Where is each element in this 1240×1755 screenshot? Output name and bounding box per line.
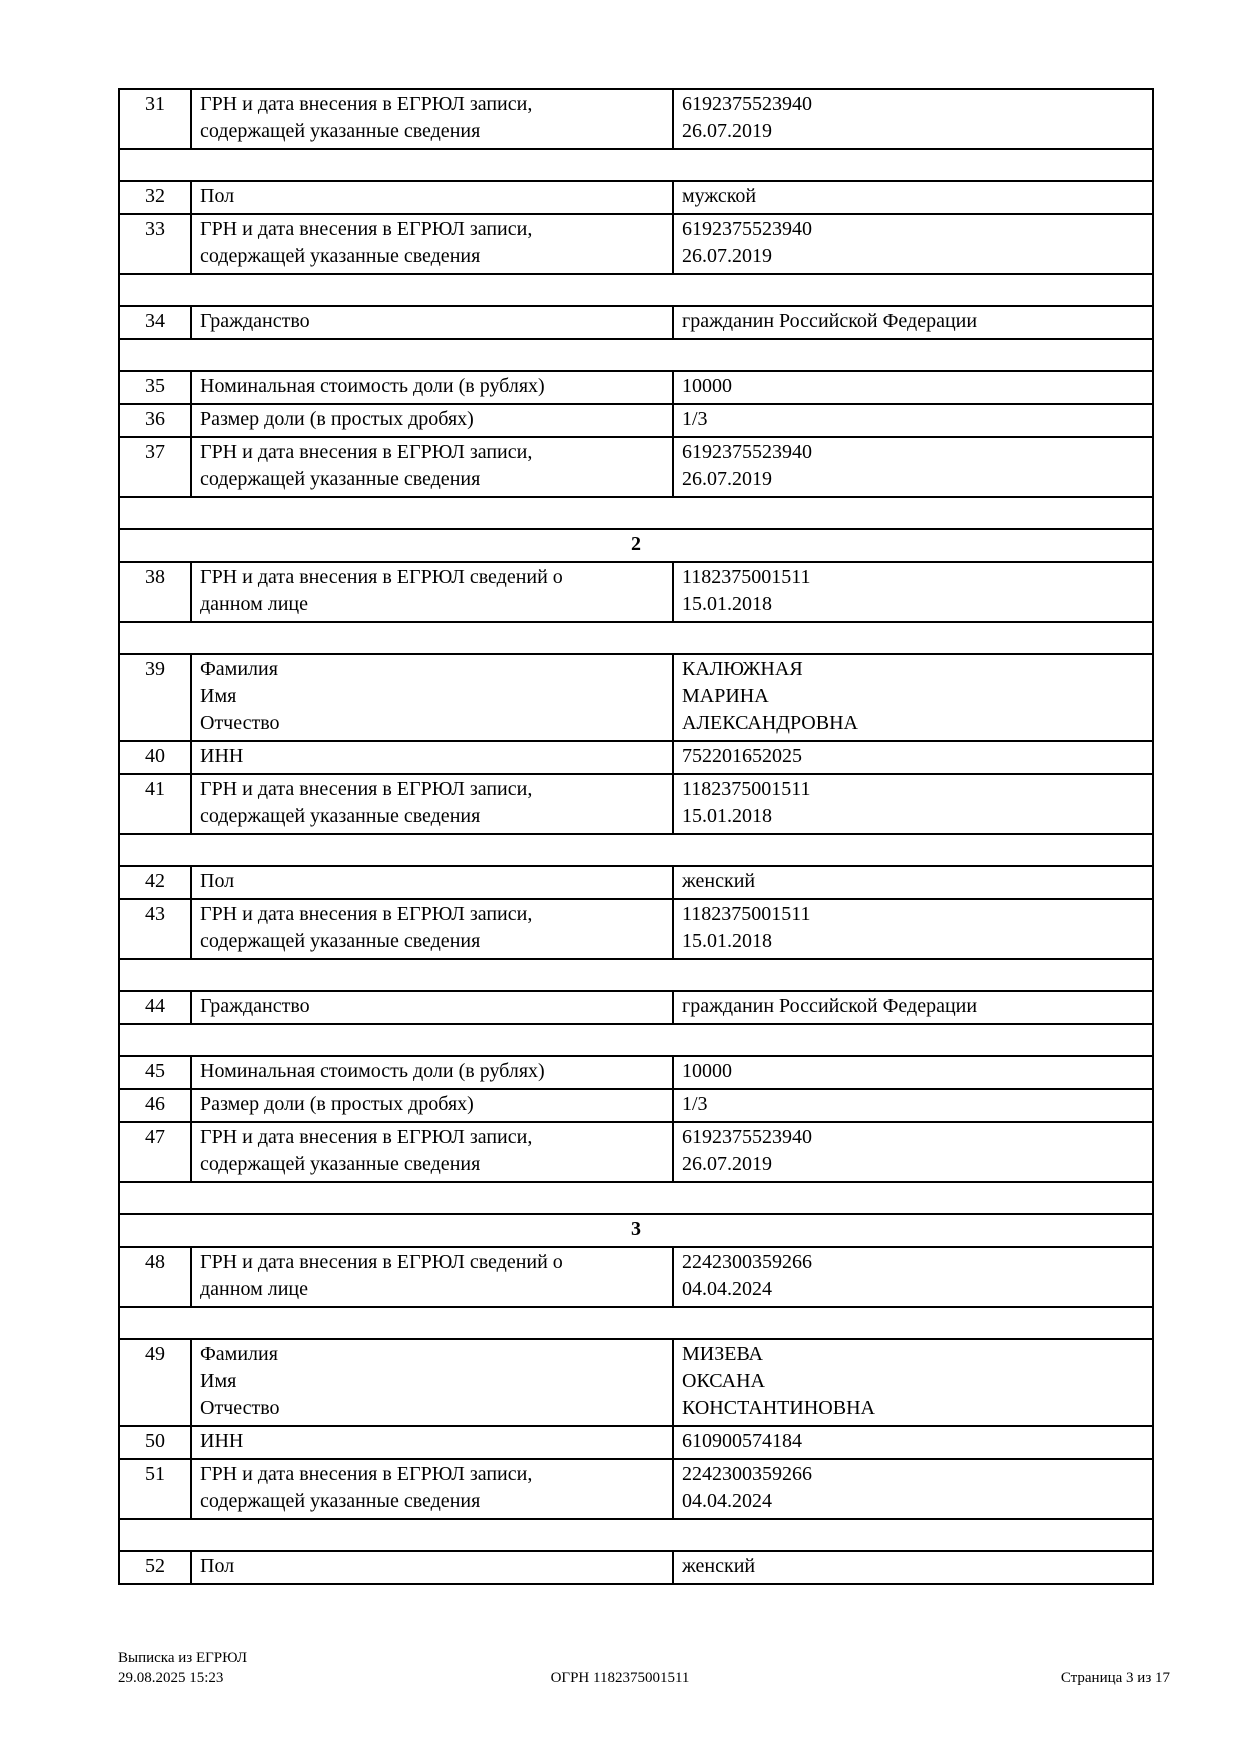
row-number-cell: 45 <box>119 1056 191 1089</box>
table-row <box>119 371 1153 404</box>
field-value-line: 1/3 <box>682 408 708 430</box>
field-name-cell <box>191 899 673 959</box>
row-number-cell: 48 <box>119 1247 191 1307</box>
table-row <box>119 562 1153 622</box>
field-value-cell <box>673 1247 1153 1307</box>
field-name-line: содержащей указанные сведения <box>200 1490 481 1512</box>
field-value-line: 1182375001511 <box>682 566 811 588</box>
field-name-line: ГРН и дата внесения в ЕГРЮЛ записи, <box>200 218 533 240</box>
field-value-line: 1182375001511 <box>682 903 811 925</box>
spacer-row <box>119 622 1153 654</box>
table-row <box>119 404 1153 437</box>
field-name-line: Номинальная стоимость доли (в рублях) <box>200 1060 545 1082</box>
table-row <box>119 181 1153 214</box>
egrul-table-body <box>119 89 1153 1584</box>
field-name-cell <box>191 404 673 437</box>
spacer-row <box>119 1024 1153 1056</box>
field-value-line: 1182375001511 <box>682 778 811 800</box>
field-name-cell <box>191 654 673 741</box>
field-name-line: содержащей указанные сведения <box>200 120 481 142</box>
field-name-cell <box>191 89 673 149</box>
table-row <box>119 437 1153 497</box>
field-name-cell <box>191 741 673 774</box>
field-name-line: Размер доли (в простых дробях) <box>200 408 474 430</box>
field-name-cell <box>191 1426 673 1459</box>
field-value-line: 6192375523940 <box>682 441 812 463</box>
table-row <box>119 306 1153 339</box>
field-value-line: 15.01.2018 <box>682 805 772 827</box>
row-number-cell: 40 <box>119 741 191 774</box>
field-name-line: ГРН и дата внесения в ЕГРЮЛ сведений о <box>200 1251 563 1273</box>
spacer-cell <box>119 959 1153 991</box>
field-name-cell <box>191 214 673 274</box>
field-value-line: 04.04.2024 <box>682 1490 772 1512</box>
row-number-cell: 36 <box>119 404 191 437</box>
field-name-line: Гражданство <box>200 310 310 332</box>
spacer-cell <box>119 274 1153 306</box>
section-number-cell: 2 <box>119 529 1153 562</box>
section-row <box>119 529 1153 562</box>
field-name-cell <box>191 1551 673 1584</box>
field-name-cell <box>191 181 673 214</box>
table-row <box>119 1426 1153 1459</box>
spacer-cell <box>119 497 1153 529</box>
field-value-cell <box>673 866 1153 899</box>
field-name-line: содержащей указанные сведения <box>200 930 481 952</box>
field-value-line: АЛЕКСАНДРОВНА <box>682 712 858 734</box>
field-value-cell <box>673 899 1153 959</box>
row-number-cell: 37 <box>119 437 191 497</box>
field-value-cell <box>673 214 1153 274</box>
spacer-row <box>119 497 1153 529</box>
field-value-cell <box>673 562 1153 622</box>
field-value-cell <box>673 991 1153 1024</box>
footer-datetime: 29.08.2025 15:23 <box>118 1670 224 1686</box>
field-value-cell <box>673 1089 1153 1122</box>
footer-page-number: Страница 3 из 17 <box>1060 1670 1170 1686</box>
section-number-cell: 3 <box>119 1214 1153 1247</box>
row-number-cell: 38 <box>119 562 191 622</box>
row-number-cell: 41 <box>119 774 191 834</box>
field-value-line: мужской <box>682 185 757 207</box>
field-name-line: ГРН и дата внесения в ЕГРЮЛ записи, <box>200 93 533 115</box>
field-name-line: ГРН и дата внесения в ЕГРЮЛ записи, <box>200 441 533 463</box>
table-row <box>119 1089 1153 1122</box>
spacer-row <box>119 834 1153 866</box>
spacer-row <box>119 339 1153 371</box>
field-name-cell <box>191 1459 673 1519</box>
field-name-cell <box>191 371 673 404</box>
field-value-line: женский <box>682 870 756 892</box>
row-number-cell: 47 <box>119 1122 191 1182</box>
field-value-cell <box>673 1339 1153 1426</box>
spacer-cell <box>119 1024 1153 1056</box>
table-row <box>119 991 1153 1024</box>
table-row <box>119 774 1153 834</box>
spacer-row <box>119 1307 1153 1339</box>
field-name-line: Отчество <box>200 1397 280 1419</box>
row-number-cell: 42 <box>119 866 191 899</box>
field-name-line: содержащей указанные сведения <box>200 805 481 827</box>
egrul-extract-table <box>118 88 1154 1585</box>
field-value-cell <box>673 306 1153 339</box>
table-row <box>119 1122 1153 1182</box>
field-name-cell <box>191 1122 673 1182</box>
spacer-cell <box>119 149 1153 181</box>
table-row <box>119 899 1153 959</box>
footer-ogrn: ОГРН 1182375001511 <box>550 1670 690 1686</box>
row-number-cell: 31 <box>119 89 191 149</box>
field-value-cell <box>673 404 1153 437</box>
spacer-cell <box>119 1182 1153 1214</box>
spacer-row <box>119 959 1153 991</box>
field-name-cell <box>191 991 673 1024</box>
field-value-line: ОКСАНА <box>682 1370 765 1392</box>
field-name-line: данном лице <box>200 1278 308 1300</box>
field-value-line: 6192375523940 <box>682 218 812 240</box>
field-name-line: ИНН <box>200 745 244 767</box>
table-row <box>119 654 1153 741</box>
spacer-cell <box>119 622 1153 654</box>
field-name-cell <box>191 1089 673 1122</box>
field-name-cell <box>191 1056 673 1089</box>
field-name-cell <box>191 1339 673 1426</box>
row-number-cell: 33 <box>119 214 191 274</box>
field-name-line: данном лице <box>200 593 308 615</box>
field-name-cell <box>191 437 673 497</box>
field-name-line: Пол <box>200 185 235 207</box>
field-value-line: 6192375523940 <box>682 93 812 115</box>
field-value-cell <box>673 181 1153 214</box>
field-name-line: ГРН и дата внесения в ЕГРЮЛ записи, <box>200 1463 533 1485</box>
spacer-cell <box>119 834 1153 866</box>
field-name-cell <box>191 1247 673 1307</box>
field-name-cell <box>191 866 673 899</box>
field-value-line: 26.07.2019 <box>682 1153 772 1175</box>
field-name-line: ГРН и дата внесения в ЕГРЮЛ записи, <box>200 1126 533 1148</box>
row-number-cell: 46 <box>119 1089 191 1122</box>
field-value-cell <box>673 371 1153 404</box>
field-name-line: ГРН и дата внесения в ЕГРЮЛ сведений о <box>200 566 563 588</box>
field-name-line: Отчество <box>200 712 280 734</box>
field-value-cell <box>673 1426 1153 1459</box>
field-name-line: Фамилия <box>200 658 278 680</box>
field-name-cell <box>191 306 673 339</box>
field-value-cell <box>673 89 1153 149</box>
field-value-cell <box>673 741 1153 774</box>
field-value-line: 26.07.2019 <box>682 468 772 490</box>
row-number-cell: 39 <box>119 654 191 741</box>
field-value-line: 15.01.2018 <box>682 930 772 952</box>
field-value-line: 26.07.2019 <box>682 120 772 142</box>
field-value-line: 26.07.2019 <box>682 245 772 267</box>
row-number-cell: 49 <box>119 1339 191 1426</box>
field-value-line: МИЗЕВА <box>682 1343 763 1365</box>
field-name-line: Фамилия <box>200 1343 278 1365</box>
field-name-line: ГРН и дата внесения в ЕГРЮЛ записи, <box>200 778 533 800</box>
field-value-line: КОНСТАНТИНОВНА <box>682 1397 875 1419</box>
table-row <box>119 866 1153 899</box>
spacer-row <box>119 149 1153 181</box>
row-number-cell: 35 <box>119 371 191 404</box>
field-name-line: Пол <box>200 870 235 892</box>
table-row <box>119 1339 1153 1426</box>
table-row <box>119 214 1153 274</box>
field-value-line: 6192375523940 <box>682 1126 812 1148</box>
spacer-row <box>119 1519 1153 1551</box>
row-number-cell: 51 <box>119 1459 191 1519</box>
table-row <box>119 89 1153 149</box>
field-value-cell <box>673 1122 1153 1182</box>
spacer-row <box>119 274 1153 306</box>
row-number-cell: 43 <box>119 899 191 959</box>
field-name-line: содержащей указанные сведения <box>200 468 481 490</box>
field-value-cell <box>673 1551 1153 1584</box>
field-value-line: 10000 <box>682 375 732 397</box>
spacer-cell <box>119 1307 1153 1339</box>
table-row <box>119 1056 1153 1089</box>
table-row <box>119 1551 1153 1584</box>
field-value-line: женский <box>682 1555 756 1577</box>
row-number-cell: 32 <box>119 181 191 214</box>
field-value-line: 1/3 <box>682 1093 708 1115</box>
field-name-line: ГРН и дата внесения в ЕГРЮЛ записи, <box>200 903 533 925</box>
table-row <box>119 1247 1153 1307</box>
field-value-line: 15.01.2018 <box>682 593 772 615</box>
field-value-line: 04.04.2024 <box>682 1278 772 1300</box>
spacer-cell <box>119 1519 1153 1551</box>
field-value-cell <box>673 437 1153 497</box>
table-row <box>119 1459 1153 1519</box>
field-name-line: содержащей указанные сведения <box>200 1153 481 1175</box>
field-value-cell <box>673 654 1153 741</box>
field-value-line: 610900574184 <box>682 1430 802 1452</box>
field-value-line: гражданин Российской Федерации <box>682 995 978 1017</box>
field-value-line: 2242300359266 <box>682 1251 812 1273</box>
field-name-line: содержащей указанные сведения <box>200 245 481 267</box>
field-value-line: КАЛЮЖНАЯ <box>682 658 803 680</box>
field-name-line: Имя <box>200 685 237 707</box>
field-value-line: 752201652025 <box>682 745 802 767</box>
field-name-line: Пол <box>200 1555 235 1577</box>
field-value-cell <box>673 774 1153 834</box>
spacer-row <box>119 1182 1153 1214</box>
row-number-cell: 44 <box>119 991 191 1024</box>
row-number-cell: 50 <box>119 1426 191 1459</box>
row-number-cell: 52 <box>119 1551 191 1584</box>
field-name-line: ИНН <box>200 1430 244 1452</box>
field-value-line: гражданин Российской Федерации <box>682 310 978 332</box>
field-name-line: Номинальная стоимость доли (в рублях) <box>200 375 545 397</box>
field-value-line: 2242300359266 <box>682 1463 812 1485</box>
field-value-line: МАРИНА <box>682 685 769 707</box>
table-row <box>119 741 1153 774</box>
row-number-cell: 34 <box>119 306 191 339</box>
field-name-line: Имя <box>200 1370 237 1392</box>
field-name-line: Гражданство <box>200 995 310 1017</box>
field-name-cell <box>191 562 673 622</box>
field-name-line: Размер доли (в простых дробях) <box>200 1093 474 1115</box>
footer-doc-title: Выписка из ЕГРЮЛ <box>118 1650 247 1666</box>
field-value-cell <box>673 1056 1153 1089</box>
field-value-line: 10000 <box>682 1060 732 1082</box>
field-value-cell <box>673 1459 1153 1519</box>
spacer-cell <box>119 339 1153 371</box>
field-name-cell <box>191 774 673 834</box>
section-row <box>119 1214 1153 1247</box>
